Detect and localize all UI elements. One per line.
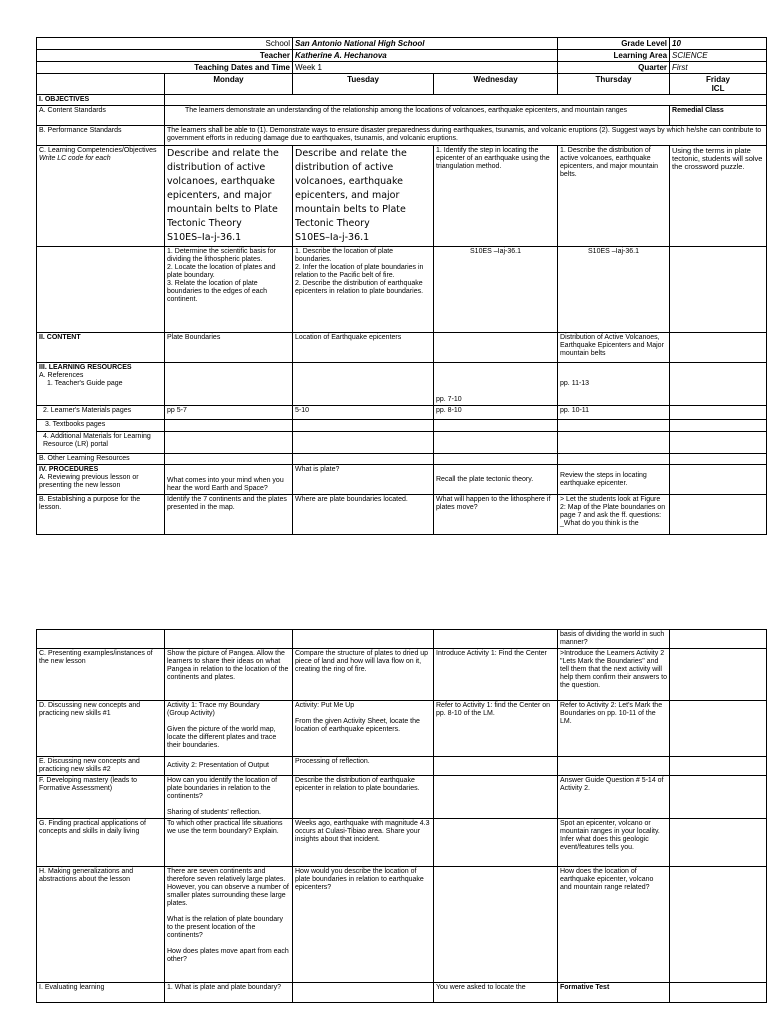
objectives-heading: I. OBJECTIVES (37, 95, 165, 106)
discussing-2-monday: Activity 2: Presentation of Output (165, 757, 293, 776)
discussing-1-wednesday: Refer to Activity 1: find the Center on pp. 8-10 of the LM. (434, 701, 558, 757)
evaluating-thursday: Formative Test (558, 983, 670, 1003)
applications-monday: To which other practical life situations we use the term boundary? Explain. (165, 819, 293, 867)
references-label: A. References (39, 372, 84, 379)
evaluating-label: I. Evaluating learning (37, 983, 165, 1003)
teacher-value: Katherine A. Hechanova (293, 50, 558, 62)
additional-materials-label: 4. Additional Materials for Learning Resource (LR) portal (37, 432, 165, 454)
competencies-sublabel: Write LC code for each (39, 155, 111, 162)
objectives-detail-tuesday: 1. Describe the location of plate boundaries. 2. Infer the location of plate boundaries in relation to the Pacific belt of fire. 2. Describe the distribution of earthquake epicenters in relation to plate boundaries. (293, 247, 434, 333)
lc-code-thursday: S10ES –Iaj-36.1 (558, 247, 670, 333)
lm-pages-tuesday: 5-10 (293, 406, 434, 420)
performance-standards-label: B. Performance Standards (37, 126, 165, 146)
reviewing-label: A. Reviewing previous lesson or presenting the new lesson (39, 474, 139, 489)
content-heading: II. CONTENT (37, 333, 165, 363)
mastery-monday: How can you identify the location of plate boundaries in relation to the continents? Sharing of students' reflection. (165, 776, 293, 819)
generalizations-monday: There are seven continents and therefore seven relatively large plates. However, you can observe a number of smaller plates surrounding these large plates. What is the relation of plate boundary to the present location of the continents? How does plates move apart from each other? (165, 867, 293, 983)
area-label: Learning Area (558, 50, 670, 62)
tg-pages-wednesday: pp. 7-10 (434, 363, 558, 406)
reviewing-monday: What comes into your mind when you hear the word Earth and Space? (165, 465, 293, 495)
procedures-cell (37, 465, 165, 495)
continued-thursday: basis of dividing the world in such manner? (558, 630, 670, 649)
teachers-guide-label: 1. Teacher's Guide page (47, 380, 123, 387)
applications-thursday: Spot an epicenter, volcano or mountain ranges in your locality. Infer what does this geologic event/features tells you. (558, 819, 670, 867)
day-tuesday: Tuesday (293, 74, 434, 95)
day-wednesday: Wednesday (434, 74, 558, 95)
area-value: SCIENCE (670, 50, 767, 62)
content-standards-text: The learners demonstrate an understanding of the relationship among the locations of volcanoes, earthquake epicenters, and mountain ranges (165, 106, 670, 126)
developing-mastery-label: F. Developing mastery (leads to Formative Assessment) (37, 776, 165, 819)
discussing-2-tuesday: Processing of reflection. (293, 757, 434, 776)
content-standards-label: A. Content Standards (37, 106, 165, 126)
purpose-thursday: > Let the students look at Figure 2: Map of the Plate boundaries on page 7 and ask the ff. questions: _What do you think is the (558, 495, 670, 535)
teacher-label: Teacher (37, 50, 293, 62)
remedial-class: Remedial Class (670, 106, 767, 126)
tg-pages-thursday: pp. 11-13 (558, 363, 670, 406)
competencies-label (37, 146, 165, 247)
mastery-tuesday: Describe the distribution of earthquake epicenter in relation to plate boundaries. (293, 776, 434, 819)
presenting-examples-label: C. Presenting examples/instances of the new lesson (37, 649, 165, 701)
presenting-wednesday: Introduce Activity 1: Find the Center (434, 649, 558, 701)
school-label: School (37, 38, 293, 50)
lc-code-wednesday: S10ES –Iaj-36.1 (434, 247, 558, 333)
discussing-2-label: E. Discussing new concepts and practicing new skills #2 (37, 757, 165, 776)
presenting-tuesday: Compare the structure of plates to dried up piece of land and how will lava flow on it, creating the ring of fire. (293, 649, 434, 701)
generalizations-tuesday: How would you describe the location of plate boundaries in relation to earthquake epicenters? (293, 867, 434, 983)
generalizations-label: H. Making generalizations and abstractions about the lesson (37, 867, 165, 983)
day-monday: Monday (165, 74, 293, 95)
establishing-purpose-label: B. Establishing a purpose for the lesson. (37, 495, 165, 535)
discussing-1-tuesday: Activity: Put Me Up From the given Activity Sheet, locate the location of earthquake epicenters. (293, 701, 434, 757)
competency-thursday: 1. Describe the distribution of active volcanoes, earthquake epicenters, and major mountain belts. (558, 146, 670, 247)
competency-friday: Using the terms in plate tectonic, students will solve the crossword puzzle. (670, 146, 767, 247)
applications-tuesday: Weeks ago, earthquake with magnitude 4.3 occurs at Culasi-Tibiao area. Share your insights about that incident. (293, 819, 434, 867)
blank-corner (37, 74, 165, 95)
practical-applications-label: G. Finding practical applications of concepts and skills in daily living (37, 819, 165, 867)
lm-pages-wednesday: pp. 8-10 (434, 406, 558, 420)
purpose-wednesday: What will happen to the lithosphere if plates move? (434, 495, 558, 535)
competency-wednesday: 1. Identify the step in locating the epicenter of an earthquake using the triangulation method. (434, 146, 558, 247)
grade-label: Grade Level (558, 38, 670, 50)
discussing-1-monday: Activity 1: Trace my Boundary (Group Activity) Given the picture of the world map, locate the different plates and trace their boundaries. (165, 701, 293, 757)
dates-label: Teaching Dates and Time (37, 62, 293, 74)
purpose-tuesday: Where are plate boundaries located. (293, 495, 434, 535)
other-resources-label: B. Other Learning Resources (37, 454, 165, 465)
presenting-thursday: >Introduce the Learners Activity 2 "Lets Mark the Boundaries" and tell them that the next activity will help them confirm their answers to the question. (558, 649, 670, 701)
grade-value: 10 (670, 38, 767, 50)
discussing-1-label: D. Discussing new concepts and practicing new skills #1 (37, 701, 165, 757)
quarter-value: First (670, 62, 767, 74)
dates-value: Week 1 (293, 62, 558, 74)
textbooks-label: 3. Textbooks pages (37, 420, 165, 432)
presenting-monday: Show the picture of Pangea. Allow the learners to share their ideas on what Pangea in relation to the location of the continents and plates. (165, 649, 293, 701)
competency-monday: Describe and relate the distribution of active volcanoes, earthquake epicenters, and major mountain belts to Plate Tectonic Theory S10ES–Ia-j-36.1 (165, 146, 293, 247)
day-thursday: Thursday (558, 74, 670, 95)
generalizations-thursday: How does the location of earthquake epicenter, volcano and mountain range related? (558, 867, 670, 983)
lesson-log-table-page1 (36, 37, 767, 535)
mastery-thursday: Answer Guide Question # 5-14 of Activity 2. (558, 776, 670, 819)
reviewing-thursday: Review the steps in locating earthquake epicenter. (558, 465, 670, 495)
lesson-log-table-page2 (36, 629, 767, 1003)
reviewing-wednesday: Recall the plate tectonic theory. (434, 465, 558, 495)
day-friday: Friday ICL (670, 74, 767, 95)
evaluating-monday: 1. What is plate and plate boundary? (165, 983, 293, 1003)
resources-heading: III. LEARNING RESOURCES (39, 364, 132, 371)
content-thursday: Distribution of Active Volcanoes, Earthquake Epicenters and Major mountain belts (558, 333, 670, 363)
competencies-label-text: C. Learning Competencies/Objectives (39, 147, 157, 154)
evaluating-wednesday: You were asked to locate the (434, 983, 558, 1003)
performance-standards-text: The learners shall be able to (1). Demonstrate ways to ensure disaster preparedness during earthquakes, tsunamis, and volcanic eruptions (2). Suggest ways by which he/she can contribute to government efforts in reducing damage due to earthquakes, tsunamis, and volcanic eruptions. (165, 126, 767, 146)
objectives-detail-monday: 1. Determine the scientific basis for dividing the lithospheric plates. 2. Locate the location of plates and plate boundary. 3. Relate the location of plate boundaries to the edges of each continent. (165, 247, 293, 333)
discussing-1-thursday: Refer to Activity 2: Let's Mark the Boundaries on pp. 10-11 of the LM. (558, 701, 670, 757)
purpose-monday: Identify the 7 continents and the plates presented in the map. (165, 495, 293, 535)
lm-pages-monday: pp 5-7 (165, 406, 293, 420)
content-monday: Plate Boundaries (165, 333, 293, 363)
reviewing-tuesday: What is plate? (293, 465, 434, 495)
resources-cell (37, 363, 165, 406)
school-value: San Antonio National High School (293, 38, 558, 50)
learners-materials-label: 2. Learner's Materials pages (37, 406, 165, 420)
lm-pages-thursday: pp. 10-11 (558, 406, 670, 420)
content-tuesday: Location of Earthquake epicenters (293, 333, 434, 363)
competency-tuesday: Describe and relate the distribution of active volcanoes, earthquake epicenters, and major mountain belts to Plate Tectonic Theory S10ES–Ia-j-36.1 (293, 146, 434, 247)
quarter-label: Quarter (558, 62, 670, 74)
procedures-heading: IV. PROCEDURES (39, 466, 99, 473)
